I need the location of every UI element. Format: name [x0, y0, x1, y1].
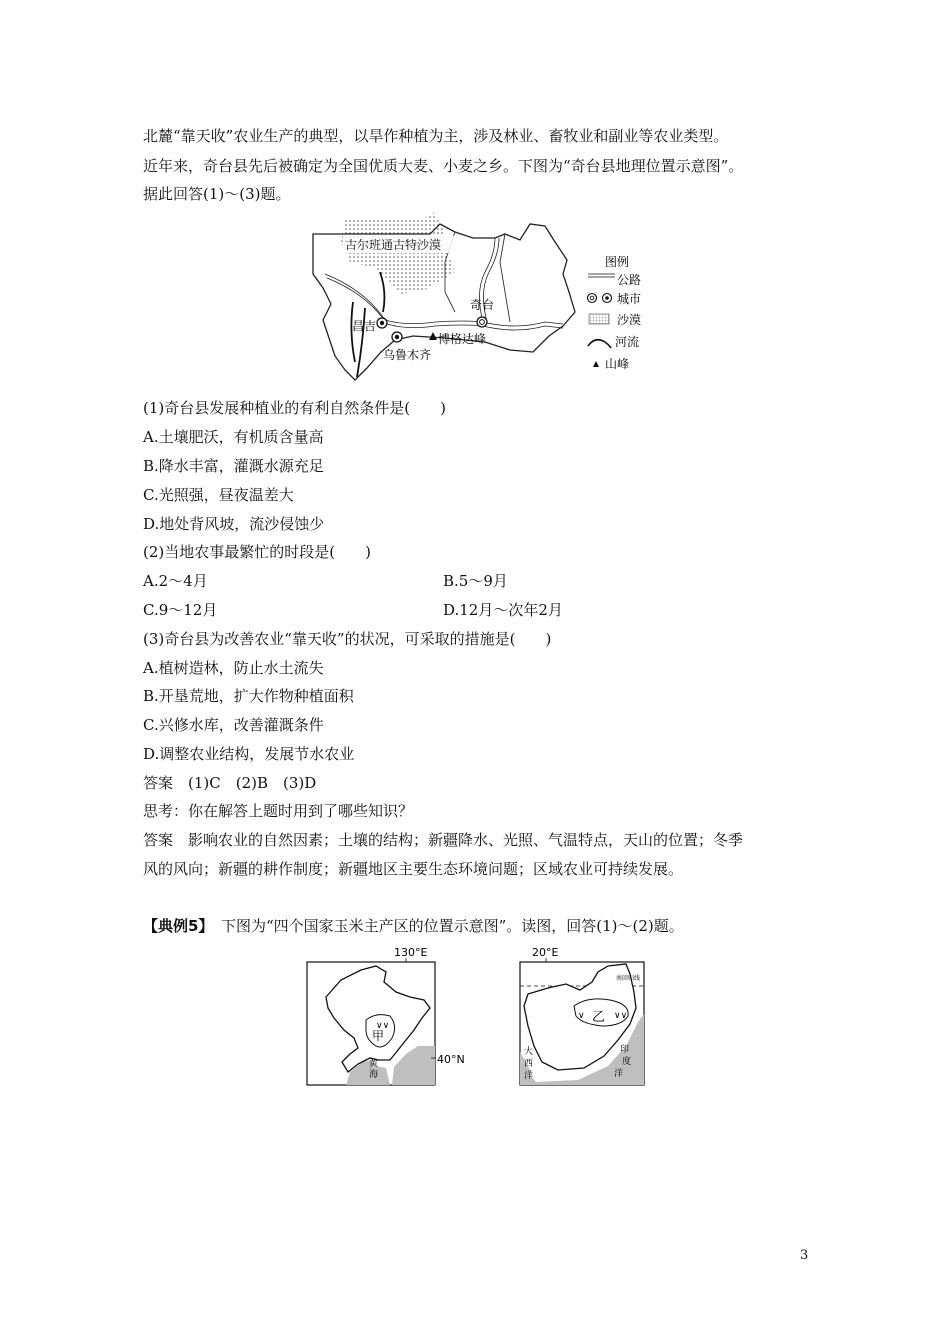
- intro-line-1: 北麓“靠天收”农业生产的典型，以旱作种植为主，涉及林业、畜牧业和副业等农业类型。: [143, 127, 729, 145]
- example5-heading: [143, 916, 684, 936]
- atlantic-label-2: 西: [524, 1059, 534, 1069]
- city-changji-icon: [380, 321, 384, 325]
- q1-option-b: B.降水丰富，灌溉水源充足: [143, 457, 324, 475]
- yellow-sea-label-1: 黄: [369, 1059, 379, 1069]
- desert-label: 古尔班通古特沙漠: [345, 238, 442, 252]
- corn-icon-2: ∨: [578, 1011, 585, 1021]
- q2-stem: (2)当地农事最繁忙的时段是( ): [143, 543, 371, 561]
- q1-option-d: D.地处背风坡，流沙侵蚀少: [143, 515, 325, 533]
- lon-130-label: 130°E: [394, 946, 428, 959]
- region-yi-label: 乙: [592, 1010, 606, 1025]
- intro-line-3: 据此回答(1)～(3)题。: [143, 185, 291, 203]
- q1-option-a: A.土壤肥沃，有机质含量高: [143, 428, 324, 446]
- q3-stem: (3)奇台县为改善农业“靠天收”的状况，可采取的措施是( ): [143, 630, 552, 648]
- q2-option-c: C.9～12月: [143, 601, 218, 619]
- q2-option-a: A.2～4月: [143, 572, 208, 590]
- indian-label-2: 度: [622, 1057, 632, 1067]
- map-legend: [588, 254, 642, 371]
- south-africa-map: [518, 942, 648, 1087]
- q3-option-b: B.开垦荒地，扩大作物种植面积: [143, 687, 354, 705]
- example5-tag: 【典例5】: [143, 917, 206, 935]
- legend-desert-icon: [589, 314, 609, 324]
- legend-city-label: 城市: [617, 292, 642, 306]
- intro-line-2: 近年来，奇台县先后被确定为全国优质大麦、小麦之乡。下图为“奇台县地理位置示意图”。: [143, 157, 744, 175]
- legend-peak-icon: [593, 361, 599, 367]
- page-number: 3: [800, 1248, 809, 1263]
- answer2-line-2: 风的风向；新疆的耕作制度；新疆地区主要生态环境问题；区域农业可持续发展。: [143, 860, 684, 878]
- q3-option-c: C.兴修水库，改善灌溉条件: [143, 716, 324, 734]
- region-jia-label: 甲: [372, 1029, 385, 1043]
- indian-label-3: 洋: [614, 1069, 624, 1079]
- legend-title: 图例: [605, 255, 630, 269]
- answer2-line-1: 答案 影响农业的自然因素；土壤的结构；新疆降水、光照、气温特点，天山的位置；冬季: [143, 831, 744, 849]
- city-urumqi-label: 乌鲁木齐: [383, 348, 432, 362]
- q1-option-c: C.光照强，昼夜温差大: [143, 486, 294, 504]
- answer-line: 答案 (1)C (2)B (3)D: [143, 774, 317, 792]
- lat-40-label: 40°N: [437, 1053, 465, 1066]
- atlantic-label-3: 洋: [524, 1071, 534, 1081]
- atlantic-label-1: 大: [524, 1047, 534, 1057]
- tropic-label: 南回归线: [616, 975, 641, 982]
- qitai-location-map: [305, 212, 660, 384]
- example5-text: 下图为“四个国家玉米主产区的位置示意图”。读图，回答(1)～(2)题。: [205, 917, 684, 935]
- corn-icon: ∨∨: [376, 1021, 390, 1031]
- yellow-sea-label-2: 海: [369, 1070, 379, 1080]
- city-urumqi-icon: [395, 335, 399, 339]
- thinking-question: 思考：你在解答上题时用到了哪些知识？: [143, 802, 414, 820]
- legend-river-label: 河流: [615, 335, 640, 349]
- legend-city-icon: [605, 296, 609, 300]
- lon-20-label: 20°E: [532, 946, 559, 959]
- indian-label-1: 印: [620, 1045, 630, 1055]
- city-changji-label: 昌吉: [352, 319, 377, 333]
- q2-option-b: B.5～9月: [443, 572, 508, 590]
- corn-icon-3: ∨∨: [614, 1011, 628, 1021]
- city-qitai-label: 奇台: [470, 298, 495, 312]
- legend-road-label: 公路: [617, 273, 642, 287]
- legend-river-icon: [588, 340, 611, 348]
- q3-option-d: D.调整农业结构，发展节水农业: [143, 745, 355, 763]
- legend-desert-label: 沙漠: [617, 313, 642, 327]
- q3-option-a: A.植树造林，防止水土流失: [143, 659, 324, 677]
- peak-label: 博格达峰: [438, 332, 487, 346]
- legend-peak-label: 山峰: [605, 357, 630, 371]
- q1-stem: (1)奇台县发展种植业的有利自然条件是( ): [143, 399, 446, 417]
- q2-option-d: D.12月～次年2月: [443, 601, 563, 619]
- peak-icon: [429, 332, 437, 340]
- northeast-china-map: [306, 942, 476, 1087]
